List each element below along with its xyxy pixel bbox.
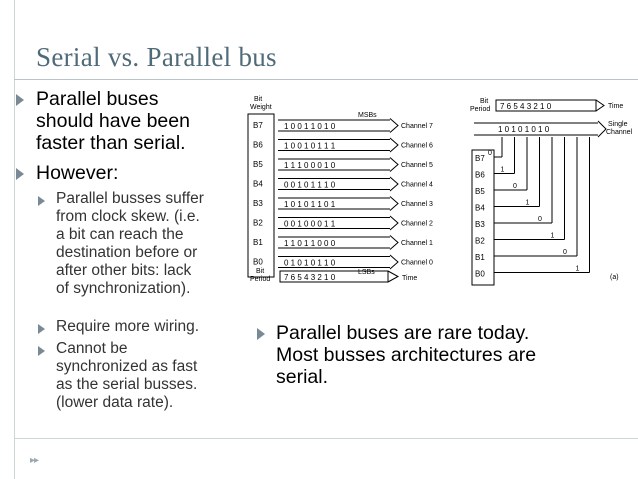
bullet-line: Most busses architectures are bbox=[276, 344, 537, 366]
bullet-line: However: bbox=[36, 162, 119, 184]
subbullet-wiring bbox=[56, 318, 199, 336]
channel-arrow bbox=[390, 177, 398, 191]
bit-weight: B1 bbox=[475, 253, 485, 262]
triangle-bullet-icon bbox=[16, 94, 24, 106]
channel-arrow bbox=[390, 236, 398, 250]
channel-bits: 0 0 1 0 0 0 1 1 bbox=[284, 219, 336, 229]
channel-row bbox=[253, 177, 433, 191]
left-accent-line bbox=[14, 0, 15, 479]
bit-weight: B2 bbox=[475, 236, 485, 246]
channel-arrow bbox=[390, 197, 398, 211]
bit-period-label: Bit bbox=[256, 268, 265, 275]
bullet-line: Parallel buses bbox=[36, 88, 159, 110]
subbullet-line: from clock skew. (i.e. bbox=[56, 208, 200, 225]
tap-value: 1 bbox=[525, 199, 530, 207]
channel-bits: 0 0 1 0 1 1 1 0 bbox=[284, 180, 336, 190]
period-arrow bbox=[596, 100, 604, 111]
subbullet-sync bbox=[56, 340, 197, 412]
channel-label: Channel 3 bbox=[401, 201, 433, 208]
subbullet-line: as the serial busses. bbox=[56, 376, 198, 393]
tap-value: 0 bbox=[563, 249, 567, 256]
channel-bits: 1 0 0 1 0 1 1 1 bbox=[284, 141, 336, 151]
channel-label: Channel 7 bbox=[401, 123, 433, 130]
subbullet-line: (lower data rate). bbox=[56, 394, 174, 411]
subbullet-line: synchronized as fast bbox=[56, 358, 198, 375]
bit-weight: B4 bbox=[475, 203, 485, 213]
bit-weight: B3 bbox=[475, 220, 485, 229]
subbullet-line: Cannot be bbox=[56, 340, 128, 357]
bit-period-label: Bit bbox=[480, 98, 489, 105]
tap-value: 0 bbox=[513, 183, 517, 190]
serial-bus-diagram bbox=[460, 95, 638, 295]
channel-arrow bbox=[390, 158, 398, 172]
subbullet-line: Require more wiring. bbox=[56, 318, 199, 335]
bit-weight: B5 bbox=[475, 187, 485, 196]
tap-value: 1 bbox=[575, 265, 580, 273]
msbs-label: MSBs bbox=[358, 112, 377, 119]
subbullet-clock-skew bbox=[56, 190, 204, 298]
bit-period-label: Period bbox=[470, 106, 491, 113]
subbullet-line: of synchronization). bbox=[56, 280, 191, 297]
bit-weight: B6 bbox=[475, 170, 485, 180]
channel-arrow bbox=[390, 216, 398, 230]
double-chevron-icon: ▸▸ bbox=[30, 455, 39, 466]
triangle-bullet-icon bbox=[16, 168, 24, 180]
channel-arrow bbox=[390, 255, 398, 269]
subbullet-line: after other bits: lack bbox=[56, 262, 192, 279]
triangle-bullet-icon bbox=[38, 324, 45, 334]
bit-weight: B4 bbox=[253, 179, 263, 189]
channel-label: Channel 6 bbox=[401, 142, 433, 150]
channel-label: Channel 5 bbox=[401, 162, 433, 169]
tap-value: 0 bbox=[488, 150, 492, 157]
channel-row bbox=[253, 138, 433, 152]
channel-label: Channel 4 bbox=[401, 181, 433, 189]
bullet-however bbox=[36, 162, 118, 184]
triangle-bullet-icon bbox=[38, 196, 45, 206]
bit-weight: B1 bbox=[253, 238, 263, 247]
panel-label: (a) bbox=[610, 274, 619, 281]
bit-weight: B6 bbox=[253, 140, 263, 150]
bit-weight: B2 bbox=[253, 218, 263, 228]
channel-bits: 1 0 0 1 1 0 1 0 bbox=[284, 122, 336, 131]
tap-value: 0 bbox=[538, 216, 542, 223]
channel-row bbox=[253, 255, 433, 269]
bit-period-label: Period bbox=[250, 276, 271, 283]
channel-row bbox=[253, 158, 433, 172]
slide-title: Serial vs. Parallel bus bbox=[36, 42, 277, 72]
bullet-parallel-faster bbox=[36, 88, 190, 154]
weight-column-box bbox=[248, 114, 274, 277]
channel-arrow bbox=[390, 138, 398, 152]
subbullet-line: a bit can reach the bbox=[56, 226, 184, 243]
title-underline bbox=[14, 79, 638, 80]
channel-bits: 1 0 1 0 1 1 0 1 bbox=[284, 200, 336, 209]
bit-weight-label: Weight bbox=[250, 104, 272, 111]
channel-bits: 1 1 1 0 0 0 1 0 bbox=[284, 161, 336, 170]
bullet-line: Parallel buses are rare today. bbox=[276, 322, 530, 344]
channel-label: Channel 0 bbox=[401, 259, 433, 267]
serial-bits: 1 0 1 0 1 0 1 0 bbox=[498, 125, 550, 134]
tap-value: 1 bbox=[500, 166, 505, 174]
channel-arrow bbox=[390, 119, 398, 133]
channel-label: Channel 2 bbox=[401, 220, 433, 228]
bit-weight: B0 bbox=[253, 257, 263, 267]
serial-tap-row bbox=[475, 137, 590, 279]
time-label: Time bbox=[608, 103, 624, 110]
bullet-line: faster than serial. bbox=[36, 132, 186, 154]
bit-weight: B0 bbox=[475, 269, 485, 279]
bit-weight: B5 bbox=[253, 160, 263, 169]
channel-row bbox=[253, 197, 433, 211]
lsbs-label: LSBs bbox=[358, 269, 375, 276]
channel-row bbox=[253, 236, 433, 250]
subbullet-line: Parallel busses suffer bbox=[56, 190, 204, 207]
tap-value: 1 bbox=[550, 232, 555, 240]
single-channel-arrow bbox=[598, 121, 606, 137]
channel-row bbox=[253, 119, 433, 133]
parallel-bus-diagram bbox=[240, 92, 460, 307]
subbullet-line: destination before or bbox=[56, 244, 198, 261]
bit-weight-label: Bit bbox=[254, 96, 263, 103]
channel-bits: 0 1 0 1 0 1 1 0 bbox=[284, 258, 336, 268]
footer-rule bbox=[14, 438, 638, 439]
triangle-bullet-icon bbox=[38, 346, 45, 356]
period-digits: 7 6 5 4 3 2 1 0 bbox=[500, 102, 552, 111]
period-arrow bbox=[388, 271, 398, 282]
bullet-line: should have been bbox=[36, 110, 190, 132]
period-digits: 7 6 5 4 3 2 1 0 bbox=[284, 273, 336, 282]
channel-label: Channel 1 bbox=[401, 240, 433, 247]
bit-weight: B7 bbox=[253, 121, 263, 130]
bit-weight: B7 bbox=[475, 154, 485, 163]
bullet-rare-today bbox=[276, 322, 536, 388]
time-label: Time bbox=[402, 275, 418, 282]
channel-row bbox=[253, 216, 433, 230]
triangle-bullet-icon bbox=[257, 328, 265, 340]
single-channel-label: Channel bbox=[606, 129, 633, 136]
single-channel-label: Single bbox=[608, 121, 628, 128]
bit-weight: B3 bbox=[253, 199, 263, 208]
channel-bits: 1 1 0 1 1 0 0 0 bbox=[284, 239, 336, 248]
bullet-line: serial. bbox=[276, 366, 329, 388]
